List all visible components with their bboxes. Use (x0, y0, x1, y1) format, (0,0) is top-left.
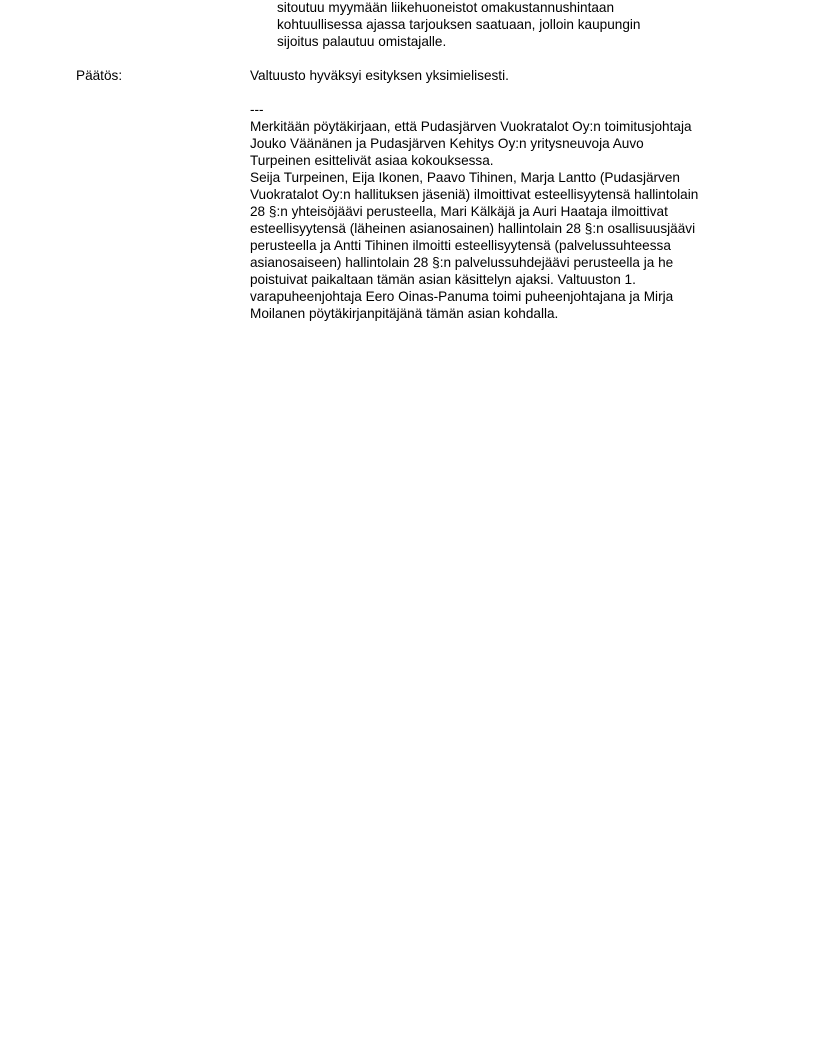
notes-line: varapuheenjohtaja Eero Oinas-Panuma toimi puheenjohtajana ja Mirja (250, 289, 674, 304)
continuation-line: sijoitus palautuu omistajalle. (277, 34, 447, 49)
notes-line: Vuokratalot Oy:n hallituksen jäseniä) ilmoittivat esteellisyytensä hallintolain (250, 187, 699, 202)
notes-line: Moilanen pöytäkirjanpitäjänä tämän asian kohdalla. (250, 306, 559, 321)
notes-line: perusteella ja Antti Tihinen ilmoitti esteellisyytensä (palvelussuhteessa (250, 238, 671, 253)
notes-line: asianosaiseen) hallintolain 28 §:n palvelussuhdejäävi perusteella ja he (250, 255, 674, 270)
notes-line: Merkitään pöytäkirjaan, että Pudasjärven Vuokratalot Oy:n toimitusjohtaja (250, 119, 692, 134)
separator-text: --- (250, 102, 264, 117)
continuation-line: sitoutuu myymään liikehuoneistot omakustannushintaan (277, 0, 615, 15)
notes-line: Jouko Väänänen ja Pudasjärven Kehitys Oy:n yritysneuvoja Auvo (250, 136, 644, 151)
notes-line: Seija Turpeinen, Eija Ikonen, Paavo Tihinen, Marja Lantto (Pudasjärven (250, 170, 680, 185)
notes-line: poistuivat paikaltaan tämän asian käsittelyn ajaksi. Valtuuston 1. (250, 272, 636, 287)
notes-line: 28 §:n yhteisöjäävi perusteella, Mari Kälkäjä ja Auri Haataja ilmoittivat (250, 204, 668, 219)
decision-text: Valtuusto hyväksyi esityksen yksimielisesti. (250, 68, 509, 83)
minutes-notes (250, 118, 750, 322)
decision-label: Päätös: (76, 68, 123, 83)
continuation-paragraph (277, 0, 697, 50)
continuation-line: kohtuullisessa ajassa tarjouksen saatuaan, jolloin kaupungin (277, 17, 641, 32)
notes-line: Turpeinen esittelivät asiaa kokouksessa. (250, 153, 494, 168)
notes-line: esteellisyytensä (läheinen asianosainen) hallintolain 28 §:n osallisuusjäävi (250, 221, 696, 236)
